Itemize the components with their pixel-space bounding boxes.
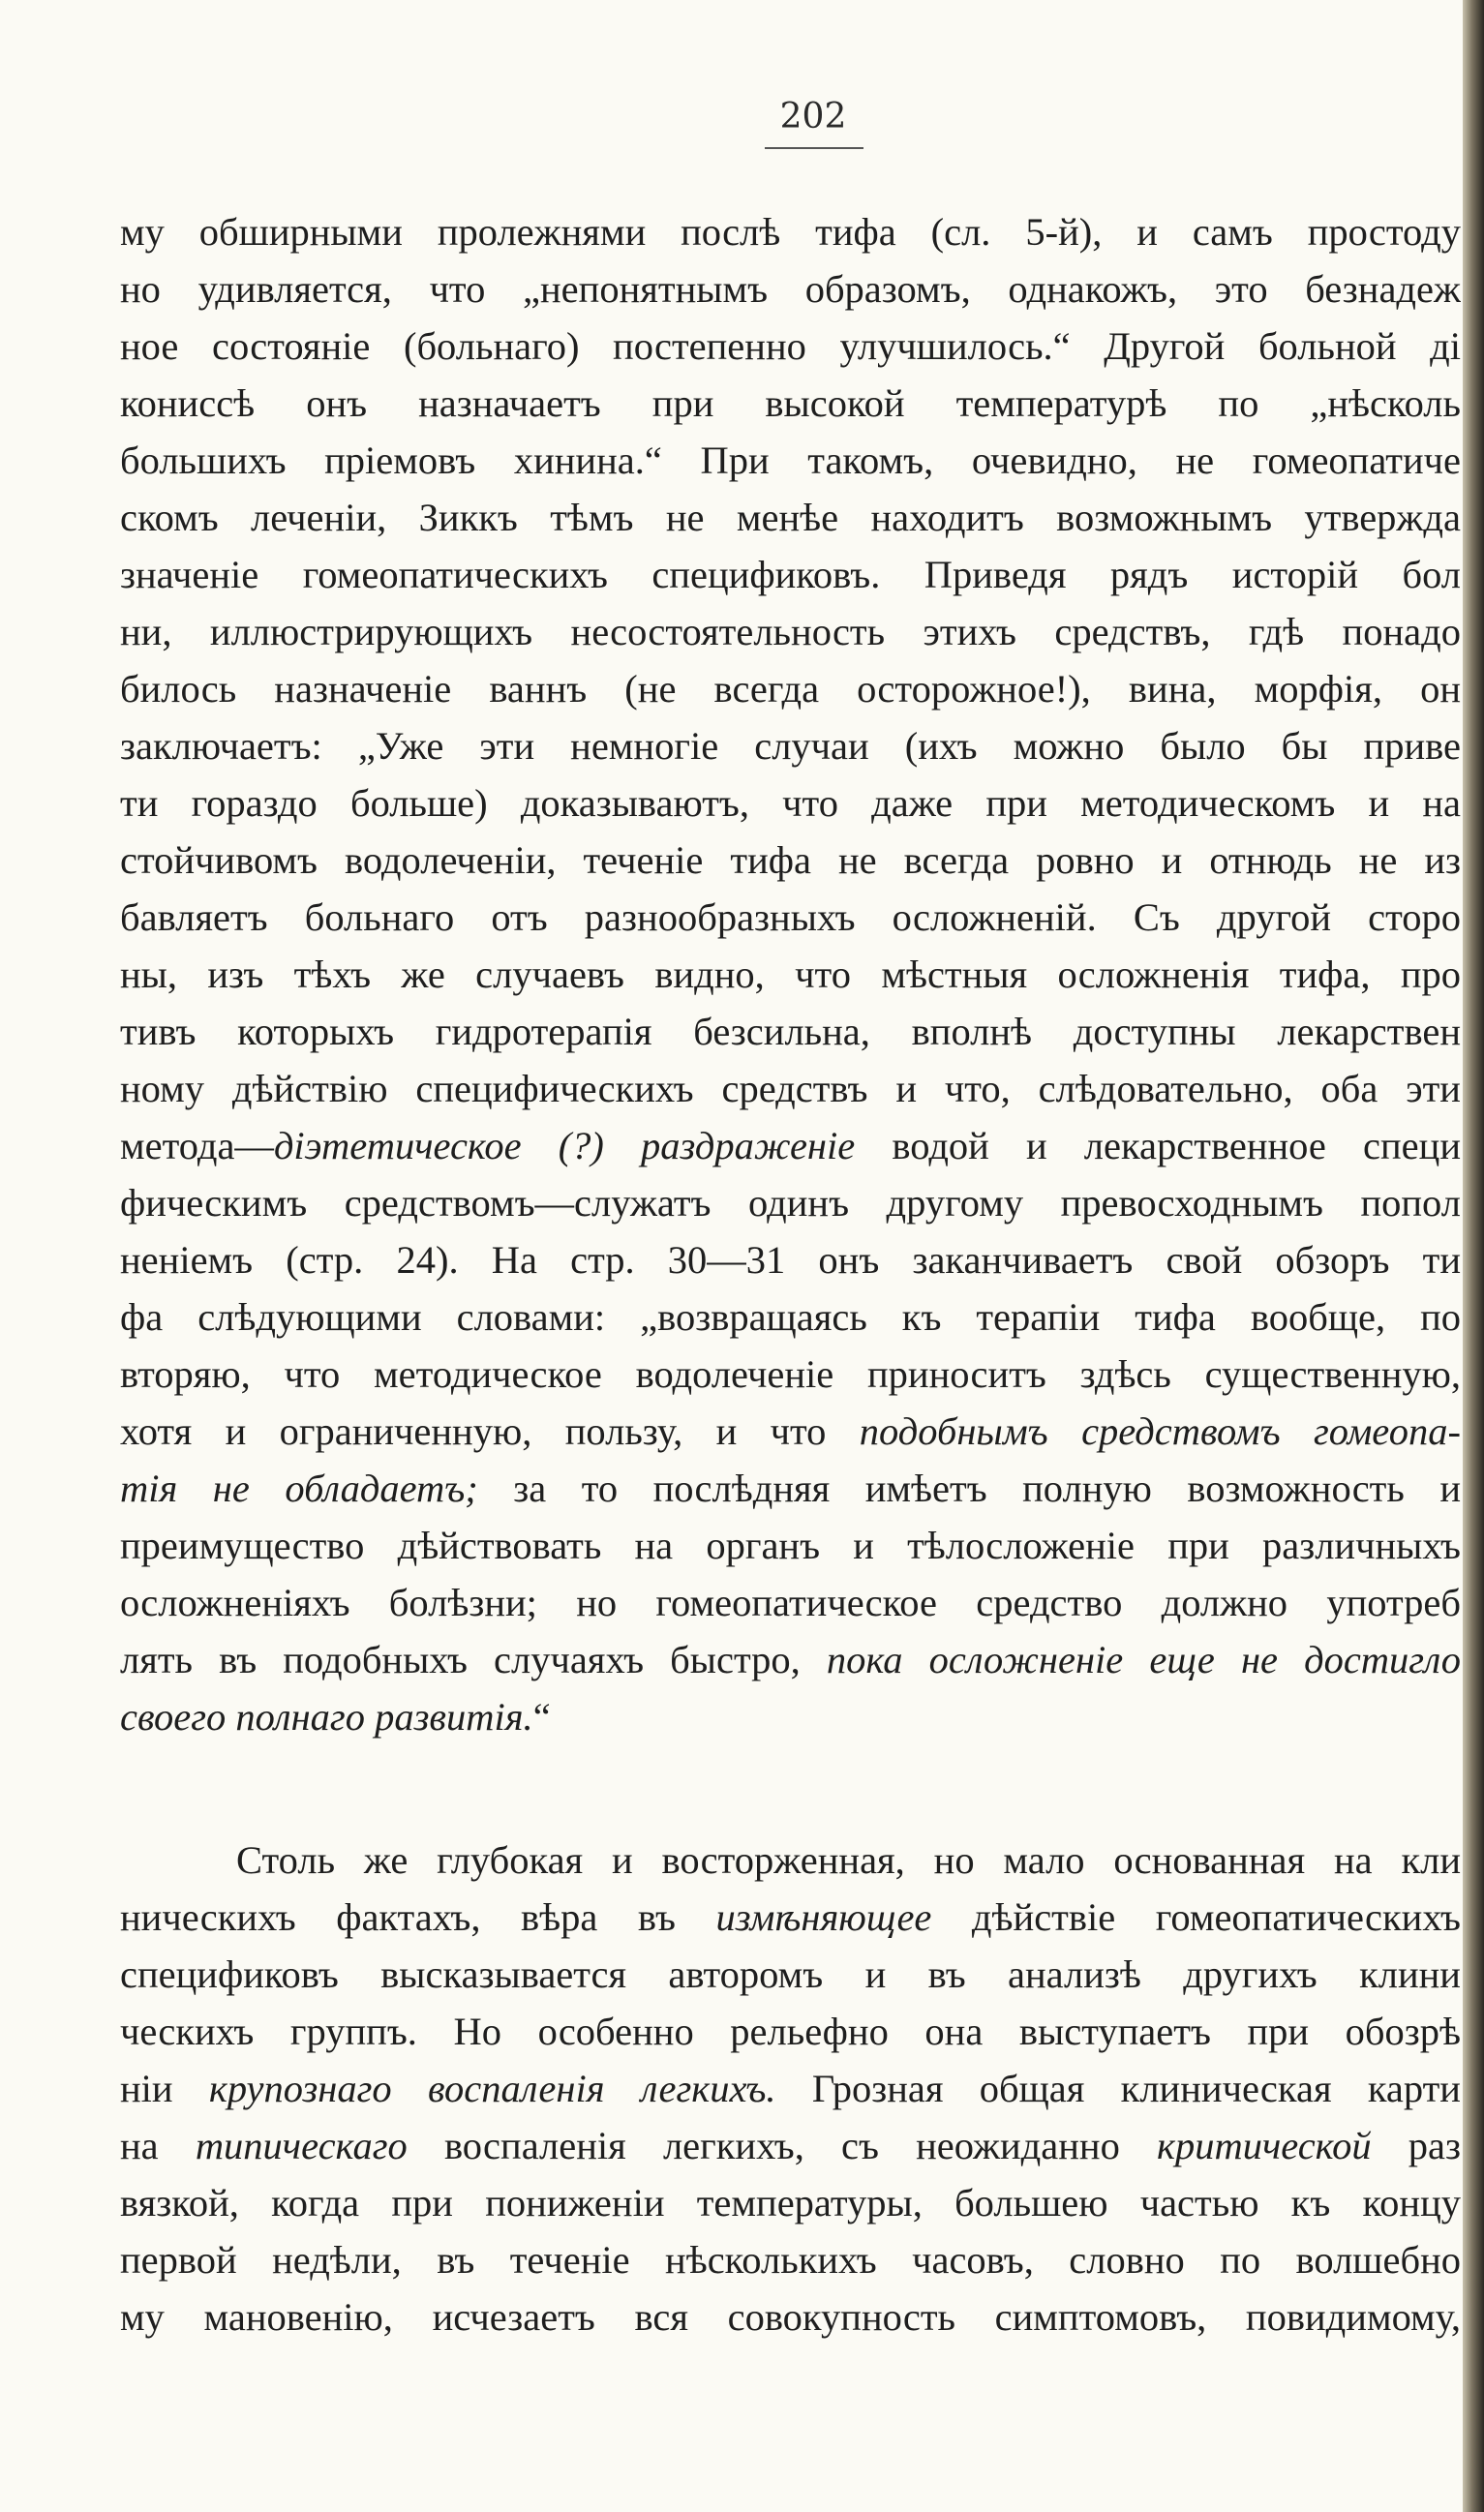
text-line: [120, 1688, 1461, 1745]
text-line: неніемъ (стр. 24). На стр. 30—31 онъ заканчиваетъ свой обзоръ ти: [120, 1238, 1461, 1282]
text-line: значеніе гомеопатическихъ спецификовъ. Приведя рядъ исторій бол: [120, 553, 1461, 596]
text-line: Столь же глубокая и восторженная, но мало основанная на кли: [236, 1838, 1461, 1882]
text-run: “: [532, 1695, 551, 1739]
text-run: раз: [1371, 2124, 1461, 2167]
text-run: Грозная общая клиническая карти: [775, 2067, 1461, 2110]
italic-emphasis: крупознаго воспаленія легкихъ.: [208, 2067, 776, 2110]
text-run: метода—: [120, 1124, 274, 1167]
text-line: [120, 1117, 1461, 1174]
text-line: му обширными пролежнями послѣ тифа (сл. 5-й), и самъ простоду: [120, 210, 1461, 254]
page-edge-shadow: [1463, 0, 1484, 2512]
text-line: [120, 1403, 1461, 1460]
text-run: за то послѣдняя имѣетъ полную возможность и: [477, 1467, 1461, 1510]
text-line: тивъ которыхъ гидротерапія безсильна, вполнѣ доступны лекарствен: [120, 1010, 1461, 1053]
text-line: ти гораздо больше) доказываютъ, что даже при методическомъ и на: [120, 781, 1461, 825]
text-line: осложненіяхъ болѣзни; но гомеопатическое средство должно употреб: [120, 1581, 1461, 1624]
text-line: стойчивомъ водолеченіи, теченіе тифа не всегда ровно и отнюдь не из: [120, 838, 1461, 882]
text-run: воспаленія легкихъ, съ неожиданно: [407, 2124, 1157, 2167]
text-line: [120, 2117, 1461, 2174]
text-line: билось назначеніе ваннъ (не всегда осторожное!), вина, морфія, он: [120, 667, 1461, 711]
italic-emphasis: критической: [1157, 2124, 1372, 2167]
text-line: ное состояніе (больнаго) постепенно улучшилось.“ Другой больной ді: [120, 324, 1461, 368]
text-run: ніи: [120, 2067, 209, 2110]
text-line: спецификовъ высказывается авторомъ и въ анализѣ другихъ клини: [120, 1952, 1461, 1996]
text-line: му мановенію, исчезаетъ вся совокупность симптомовъ, повидимому,: [120, 2295, 1461, 2339]
page-number: 202: [779, 97, 847, 136]
text-line: фическимъ средствомъ—служатъ одинъ другому превосходнымъ попол: [120, 1181, 1461, 1225]
text-line: заключаетъ: „Уже эти немногіе случаи (ихъ можно было бы приве: [120, 724, 1461, 768]
text-line: ческихъ группъ. Но особенно рельефно она выступаетъ при обозрѣ: [120, 2010, 1461, 2053]
text-line: вторяю, что методическое водолеченіе приноситъ здѣсь существенную,: [120, 1352, 1461, 1396]
text-line: бавляетъ больнаго отъ разнообразныхъ осложненій. Съ другой сторо: [120, 895, 1461, 939]
body-text: [120, 203, 1461, 2346]
italic-emphasis: подобнымъ средствомъ гомеопа-: [859, 1409, 1461, 1453]
italic-emphasis: своего полнаго развитія.: [120, 1695, 533, 1739]
text-line: преимущество дѣйствовать на органъ и тѣлосложеніе при различныхъ: [120, 1524, 1461, 1567]
paragraph-1: [120, 203, 1461, 1745]
text-line: [120, 1460, 1461, 1517]
italic-emphasis: тія не обладаетъ;: [120, 1467, 478, 1510]
page-number-rule: [765, 147, 863, 149]
paragraph-gap: [120, 1745, 1461, 1831]
text-line: первой недѣли, въ теченіе нѣсколькихъ часовъ, словно по волшебно: [120, 2238, 1461, 2282]
italic-emphasis: измѣняющее: [715, 1895, 932, 1939]
text-line: ни, иллюстрирующихъ несостоятельность этихъ средствъ, гдѣ понадо: [120, 610, 1461, 653]
text-line: но удивляется, что „непонятнымъ образомъ, однакожъ, это безнадеж: [120, 267, 1461, 311]
text-line: ному дѣйствію специфическихъ средствъ и что, слѣдовательно, оба эти: [120, 1067, 1461, 1110]
text-line: кониссѣ онъ назначаетъ при высокой температурѣ по „нѣсколь: [120, 381, 1461, 425]
text-line: вязкой, когда при пониженіи температуры, большею частью къ концу: [120, 2181, 1461, 2224]
italic-emphasis: діэтетическое (?) раздраженіе: [273, 1124, 856, 1167]
paragraph-2: [120, 1831, 1461, 2346]
text-line: [120, 1889, 1461, 1946]
text-run: ническихъ фактахъ, вѣра въ: [120, 1895, 716, 1939]
italic-emphasis: типическаго: [195, 2124, 408, 2167]
text-line: скомъ леченіи, Зиккъ тѣмъ не менѣе находитъ возможнымъ утвержда: [120, 496, 1461, 539]
text-run: на: [120, 2124, 196, 2167]
text-line: фа слѣдующими словами: „возвращаясь къ терапіи тифа вообще, по: [120, 1295, 1461, 1339]
text-run: лять въ подобныхъ случаяхъ быстро,: [120, 1638, 827, 1681]
text-run: дѣйствіе гомеопатическихъ: [931, 1895, 1461, 1939]
italic-emphasis: пока осложненіе еще не достигло: [826, 1638, 1461, 1681]
text-line: [120, 1631, 1461, 1688]
text-line: ны, изъ тѣхъ же случаевъ видно, что мѣстныя осложненія тифа, про: [120, 953, 1461, 996]
text-line: большихъ пріемовъ хинина.“ При такомъ, очевидно, не гомеопатиче: [120, 439, 1461, 482]
text-run: хотя и ограниченную, пользу, и что: [120, 1409, 860, 1453]
text-run: водой и лекарственное специ: [855, 1124, 1461, 1167]
text-line: [120, 2060, 1461, 2117]
